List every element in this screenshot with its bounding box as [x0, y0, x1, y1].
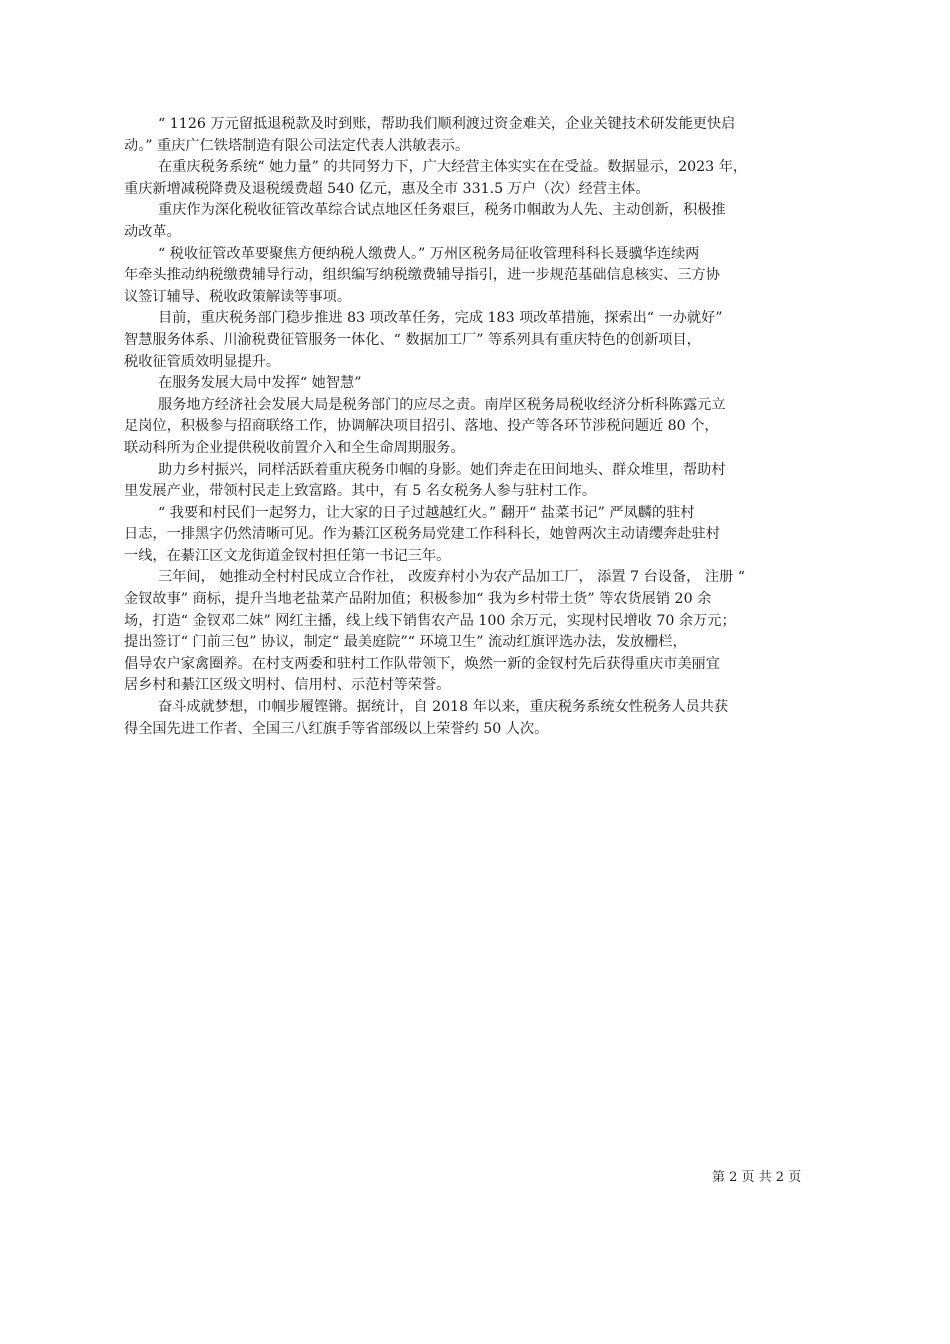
text-line: 在重庆税务系统“ 她力量” 的共同努力下，广大经营主体实实在在受益。数据显示，2023 年，: [158, 159, 748, 176]
text-line: 一线，在綦江区文龙街道金钗村担任第一书记三年。: [124, 547, 451, 564]
text-line: “ 我要和村民们一起努力，让大家的日子过越越红火。” 翻开“ 盐菜书记” 严凤麟的驻村: [158, 504, 695, 521]
text-line: 重庆新增减税降费及退税缓费超 540 亿元，惠及全市 331.5 万户（次）经营主体。: [124, 180, 650, 197]
text-line: 助力乡村振兴，同样活跃着重庆税务巾帼的身影。她们奔走在田间地头、群众堆里，帮助村: [158, 461, 726, 478]
text-line: 倡导农户家禽圈养。在村支两委和驻村工作队带领下，焕然一新的金钗村先后获得重庆市美丽宜: [124, 655, 720, 672]
text-line: 服务地方经济社会发展大局是税务部门的应尽之责。南岸区税务局税收经济分析科陈露元立: [158, 396, 726, 413]
text-line: 足岗位，积极参与招商联络工作，协调解决项目招引、落地、投产等各环节涉税问题近 80 个，: [124, 418, 719, 435]
text-line: 目前，重庆税务部门稳步推进 83 项改革任务，完成 183 项改革措施，探索出“ 一办就好”: [158, 310, 723, 327]
text-line: 提出签订“ 门前三包” 协议，制定“ 最美庭院”“ 环境卫生” 流动红旗评选办法，发放栅栏，: [124, 634, 687, 651]
text-line: 金钗故事” 商标，提升当地老盐菜产品附加值；积极参加“ 我为乡村带土货” 等农货展销 20 余: [124, 591, 712, 608]
text-line: 场，打造“ 金钗邓二妹” 网红主播，线上线下销售农产品 100 余万元，实现村民增收 70 余万元；: [124, 612, 736, 629]
text-line: 得全国先进工作者、全国三八红旗手等省部级以上荣誉约 50 人次。: [124, 720, 549, 737]
text-line: 日志，一排黑字仍然清晰可见。作为綦江区税务局党建工作科科长，她曾两次主动请缨奔赴驻村: [124, 526, 720, 543]
text-line: 三年间， 她推动全村村民成立合作社， 改废弃村小为农产品加工厂， 添置 7 台设备， 注册 “: [158, 569, 745, 586]
text-line: 奋斗成就梦想，巾帼步履铿锵。据统计，自 2018 年以来，重庆税务系统女性税务人员共获: [158, 699, 729, 716]
text-line: 智慧服务体系、川渝税费征管服务一体化、“ 数据加工厂” 等系列具有重庆特色的创新项目，: [124, 331, 701, 348]
text-line: 动改革。: [124, 223, 181, 240]
section-heading: 在服务发展大局中发挥“ 她智慧”: [158, 375, 362, 392]
text-line: 联动科所为企业提供税收前置介入和全生命周期服务。: [124, 439, 465, 456]
text-line: “ 1126 万元留抵退税款及时到账，帮助我们顺利渡过资金难关，企业关键技术研发能更快启: [158, 116, 736, 132]
text-line: “ 税收征管改革要聚焦方便纳税人缴费人。” 万州区税务局征收管理科科长聂骥华连续两: [158, 245, 700, 262]
text-line: 议签订辅导、税收政策解读等事项。: [124, 288, 352, 305]
text-line: 重庆作为深化税收征管改革综合试点地区任务艰巨，税务巾帼敢为人先、主动创新，积极推: [158, 202, 726, 219]
text-line: 动。” 重庆广仁铁塔制造有限公司法定代表人洪敏表示。: [124, 137, 470, 154]
text-line: 税收征管质效明显提升。: [124, 353, 281, 370]
page-number-footer: 第 2 页 共 2 页: [712, 1170, 802, 1185]
text-line: 居乡村和綦江区级文明村、信用村、示范村等荣誉。: [124, 677, 451, 694]
text-line: 里发展产业，带领村民走上致富路。其中，有 5 名女税务人参与驻村工作。: [124, 483, 597, 500]
article-body: [124, 114, 838, 740]
text-line: 年牵头推动纳税缴费辅导行动，组织编写纳税缴费辅导指引，进一步规范基础信息核实、三方协: [124, 267, 720, 284]
